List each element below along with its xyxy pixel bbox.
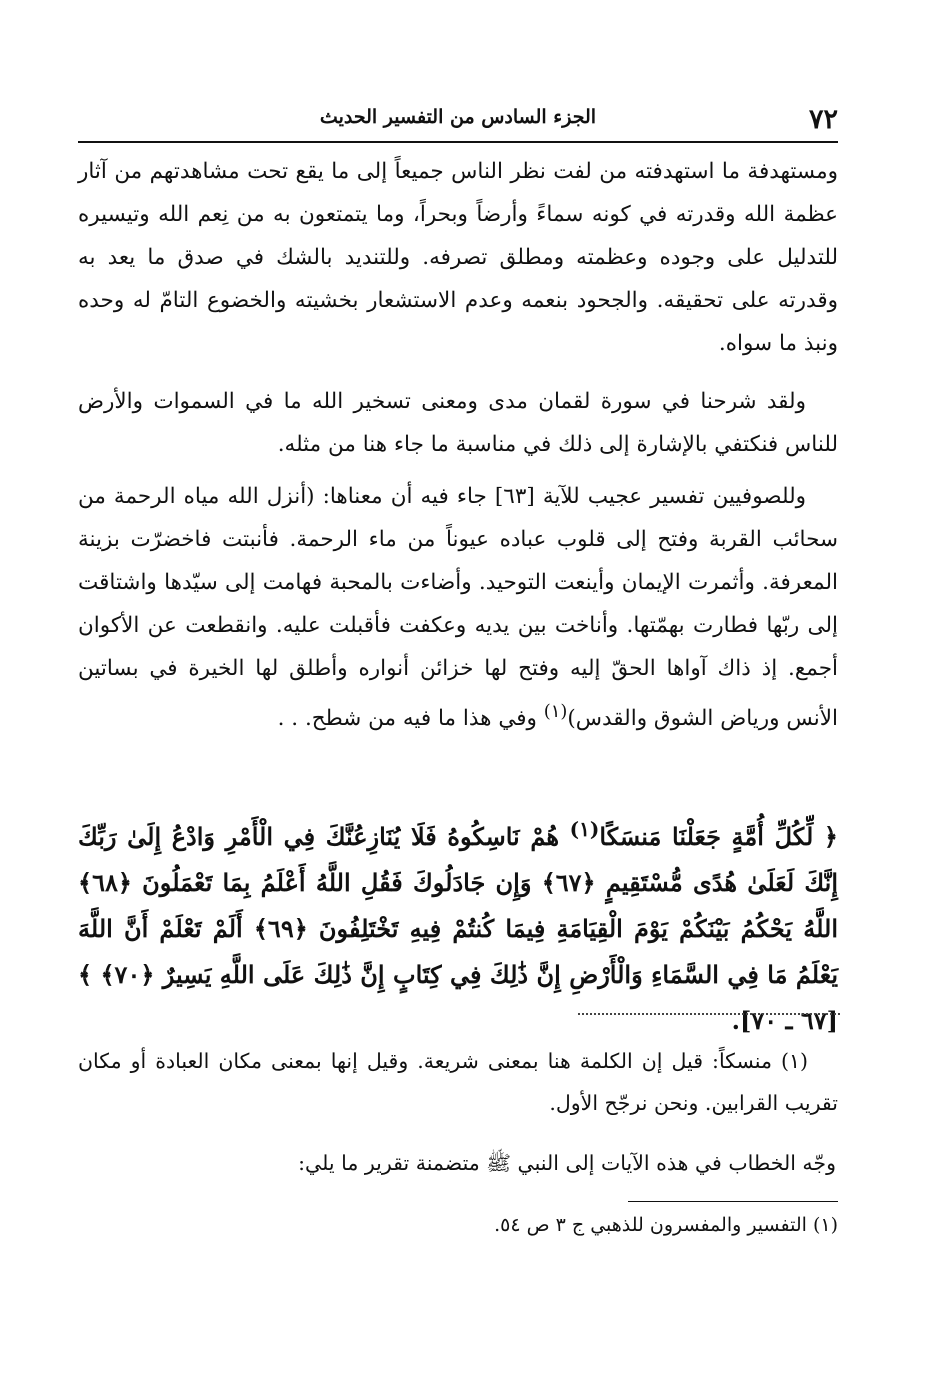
quran-text-a: ﴿ لِّكُلِّ أُمَّةٍ جَعَلْنَا مَنسَكًا bbox=[599, 822, 838, 851]
paragraph-4: وجّه الخطاب في هذه الآيات إلى النبي ﷺ متضمنة تقرير ما يلي: bbox=[298, 1151, 836, 1175]
footnote-ref: (١) bbox=[543, 701, 568, 722]
footnote-divider bbox=[628, 1201, 838, 1202]
verse-range: [٦٧ ـ ٧٠]. bbox=[731, 1006, 838, 1035]
quran-verses bbox=[78, 806, 838, 1044]
paragraph-3 bbox=[78, 475, 838, 740]
page-number: ٧٢ bbox=[808, 104, 838, 135]
paragraph-3-text: وللصوفيين تفسير عجيب للآية [٦٣] جاء فيه أن معناها: (أنزل الله مياه الرحمة من سحائب القربة وفتح إلى قلوب عباده عيوناً من ماء الرحمة. فأنبتت فاخضرّت بزينة المعرفة. وأثمرت الإيمان وأينعت التوحيد. وأضاءت بالمحبة فهامت إلى سيّدها واشتاقت إلى ربّها فطارت بهمّتها. وأناخت بين يديه وعكفت فأقبلت عليه. وانقطعت عن الأكوان أجمع. إذ ذاك آواها الحقّ إليه وفتح لها خزائن أنواره وأطلق لها الخيرة في بساتين الأنس ورياض الشوق والقدس) bbox=[78, 484, 838, 732]
quran-note-ref: (١) bbox=[569, 817, 600, 841]
word-note: (١) منسكاً: قيل إن الكلمة هنا بمعنى شريعة. وقيل إنها بمعنى مكان العبادة أو مكان تقريب القرابين. ونحن نرجّح الأول. bbox=[78, 1049, 838, 1115]
quran-text-b: هُمْ نَاسِكُوهُ فَلَا يُنَازِعُنَّكَ فِي الْأَمْرِ وَادْعُ إِلَىٰ رَبِّكَ إِنَّكَ لَعَلَىٰ هُدًى مُّسْتَقِيمٍ ﴿٦٧﴾ وَإِن جَادَلُوكَ فَقُلِ اللَّهُ أَعْلَمُ بِمَا تَعْمَلُونَ ﴿٦٨﴾ اللَّهُ يَحْكُمُ بَيْنَكُمْ يَوْمَ الْقِيَامَةِ فِيمَا كُنتُمْ فِيهِ تَخْتَلِفُونَ ﴿٦٩﴾ أَلَمْ تَعْلَمْ أَنَّ اللَّهَ يَعْلَمُ مَا فِي السَّمَاءِ وَالْأَرْضِ إِنَّ ذَٰلِكَ فِي كِتَابٍ إِنَّ ذَٰلِكَ عَلَى اللَّهِ يَسِيرٌ ﴿٧٠﴾ ﴾ bbox=[78, 822, 839, 989]
running-title: الجزء السادس من التفسير الحديث bbox=[319, 106, 597, 128]
header-divider bbox=[78, 141, 838, 143]
footnote: (١) التفسير والمفسرون للذهبي ج ٣ ص ٥٤. bbox=[494, 1214, 838, 1236]
paragraph-2: ولقد شرحنا في سورة لقمان مدى ومعنى تسخير الله ما في السموات والأرض للناس فنكتفي بالإشارة إلى ذلك في مناسبة ما جاء هنا من مثله. bbox=[78, 389, 838, 457]
dotted-separator bbox=[578, 1013, 840, 1015]
page-header bbox=[78, 100, 838, 140]
paragraph-3-tail: وفي هذا ما فيه من شطح. . . bbox=[277, 706, 537, 732]
paragraph-1: ومستهدفة ما استهدفته من لفت نظر الناس جميعاً إلى ما يقع تحت مشاهدتهم من آثار عظمة الله وقدرته في كونه سماءً وأرضاً وبحراً، وما يتمتعون به من نِعم الله وتيسيره للتدليل على وجوده وعظمته ومطلق تصرفه. وللتنديد بالشك في صدق ما يعد به وقدرته على تحقيقه. والجحود بنعمه وعدم الاستشعار بخشيته والخضوع التامّ له وحده ونبذ ما سواه. bbox=[78, 159, 838, 356]
